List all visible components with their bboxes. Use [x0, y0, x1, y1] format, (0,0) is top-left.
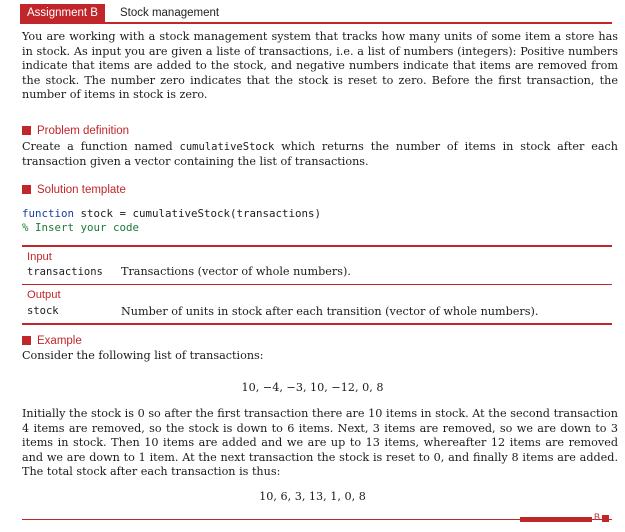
template-line-2: % Insert your code	[22, 221, 140, 234]
template-line-1: function stock = cumulativeStock(transactions)	[22, 207, 322, 220]
output-name: stock	[27, 305, 59, 317]
footer-square-icon	[602, 515, 609, 522]
output-heading: Output	[27, 289, 61, 301]
assignment-tag: Assignment B	[20, 4, 105, 22]
input-name: transactions	[27, 266, 103, 278]
example-lead: Consider the following list of transactions:	[22, 349, 264, 362]
function-keyword: function	[22, 207, 75, 220]
input-heading: Input	[27, 251, 52, 263]
template-heading: Solution template	[22, 183, 126, 197]
problem-text: Create a function named cumulativeStock which returns the number of items in stock after each transaction given a vector containing the list of transactions.	[22, 140, 618, 168]
intro-paragraph: You are working with a stock management system that tracks how many units of some item a store has in stock. As input you are given a liste of transactions, i.e. a list of numbers (integers): Positive numbers indicate that items are added to the stock, and negative numbers indicate that items are removed from the stock. The number zero indicates that the stock is reset to zero. Before the first transaction, the number of items in stock is zero.	[22, 30, 618, 102]
function-name: cumulativeStock	[179, 141, 275, 153]
example-transactions: 10, −4, −3, 10, −12, 0, 8	[241, 381, 384, 394]
io-mid-rule	[22, 284, 612, 285]
problem-heading: Problem definition	[22, 124, 129, 138]
example-result: 10, 6, 3, 13, 1, 0, 8	[259, 490, 366, 503]
section-square-icon	[22, 336, 31, 345]
assignment-title: Stock management	[120, 7, 220, 19]
assignment-header	[20, 4, 612, 24]
example-heading: Example	[22, 334, 82, 348]
footer-label: B	[594, 512, 601, 522]
example-explanation: Initially the stock is 0 so after the first transaction there are 10 items in stock. At the second transaction 4 items are removed, so the stock is down to 6 items. Next, 3 items are removed, so we are down to 3 items in stock. Then 10 items are added and we are up to 13 items, whereafter 12 items are removed and we are down to 1 item. At the next transaction the stock is reset to 0, and finally 8 items are added. The total stock after each transaction is thus:	[22, 407, 618, 479]
footer-bar	[520, 517, 592, 522]
io-bottom-rule	[22, 323, 612, 325]
section-square-icon	[22, 185, 31, 194]
input-description: Transactions (vector of whole numbers).	[121, 265, 351, 278]
section-square-icon	[22, 126, 31, 135]
io-top-rule	[22, 245, 612, 247]
output-description: Number of units in stock after each transition (vector of whole numbers).	[121, 305, 539, 318]
